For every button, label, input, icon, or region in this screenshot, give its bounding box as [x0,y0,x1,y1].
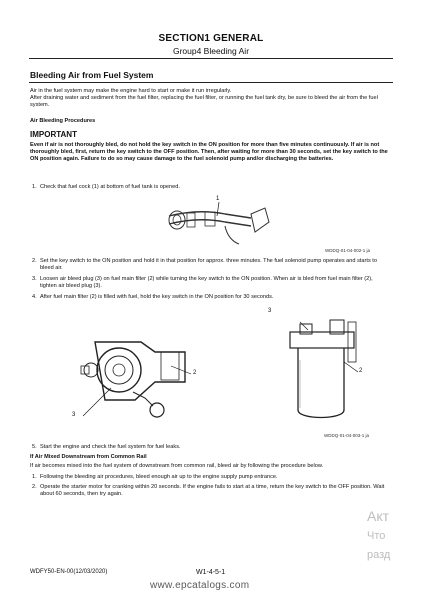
step-2 [32,258,390,272]
step-1 [32,184,390,191]
figure-code-1: WDDQ-01-04-002-1 ja [325,248,371,253]
step-text: Following the bleeding air procedures, bleed enough air up to the engine supply pump entrance. [40,474,278,480]
step-number: 2. [32,484,37,490]
step-number: 4. [32,294,37,300]
intro-line-2: After draining water and sediment from the fuel filter, replacing the fuel filter, or running the fuel tank dry, be sure to bleed the air from the fuel system. [30,95,378,108]
mixed-step-1 [32,474,390,481]
important-title: IMPORTANT [30,130,77,139]
step-text: Check that fuel cock (1) at bottom of fuel tank is opened. [40,184,180,190]
callout-1: 1 [216,196,220,202]
figure-code-2: WDDQ-01-04-003-1 ja [324,433,370,438]
step-number: 5. [32,444,37,450]
activation-line-3: разд [367,549,391,561]
watermark: www.epcatalogs.com [150,580,250,591]
step-text: Loosen air bleed plug (3) on fuel main filter (2) while turning the key switch to the ON position. When air is bled from fuel main filter (2), tighten air bleed plug (3). [40,276,373,289]
mixed-title: If Air Mixed Downstream from Common Rail [30,454,147,460]
step-number: 1. [32,184,37,190]
step-number: 3. [32,276,37,282]
callout-2-right: 2 [359,368,363,374]
important-text: Even if air is not thoroughly bled, do not hold the key switch in the ON position for more than five minutes continuously. If air is not thoroughly bled, first, return the key switch to the OFF position. Then, after waiting for more than 30 seconds, set the key switch to the ON position again. Failure to do so may cause damage to the fuel solenoid pump and/or discharging the batteries. [30,142,388,162]
step-number: 2. [32,258,37,264]
intro-line-1: Air in the fuel system may make the engine hard to start or make it run irregularly. [30,88,232,94]
fuel-cock-illustration [165,192,275,250]
step-text: Set the key switch to the ON position and hold it in that position for approx. three minutes. The fuel solenoid pump operates and starts to bleed air. [40,258,377,271]
step-number: 1. [32,474,37,480]
mixed-text: If air becomes mixed into the fuel system of downstream from common rail, bleed air by following the procedure below. [30,463,324,469]
callout-2-left: 2 [193,370,197,376]
group-title: Group4 Bleeding Air [172,46,250,56]
filter-assembly-illustration [75,330,210,425]
step-text: After fuel main filter (2) is filled with fuel, hold the key switch in the ON position for 30 seconds. [40,294,274,300]
heading-rule [29,82,393,83]
step-4 [32,294,390,301]
step-5 [32,444,390,451]
callout-3-right: 3 [268,308,272,314]
callout-3-left: 3 [72,412,76,418]
step-text: Start the engine and check the fuel system for fuel leaks. [40,444,181,450]
activation-line-1: Акт [367,508,390,524]
procedures-label: Air Bleeding Procedures [30,118,96,124]
step-text: Operate the starter motor for cranking within 20 seconds. If the engine fails to start at a time, return the key switch to the OFF position. Wait about 60 seconds, then try again. [40,484,385,497]
page-number: W1-4-5-1 [196,569,226,576]
fuel-main-filter-illustration [270,312,380,434]
document-code: WDFY50-EN-00(12/03/2020) [30,569,108,575]
header-rule [29,58,393,59]
section-heading: Bleeding Air from Fuel System [30,70,154,80]
section-title: SECTION1 GENERAL [158,33,264,44]
mixed-step-2 [32,484,390,498]
step-3 [32,276,390,290]
activation-line-2: Что [367,530,386,542]
